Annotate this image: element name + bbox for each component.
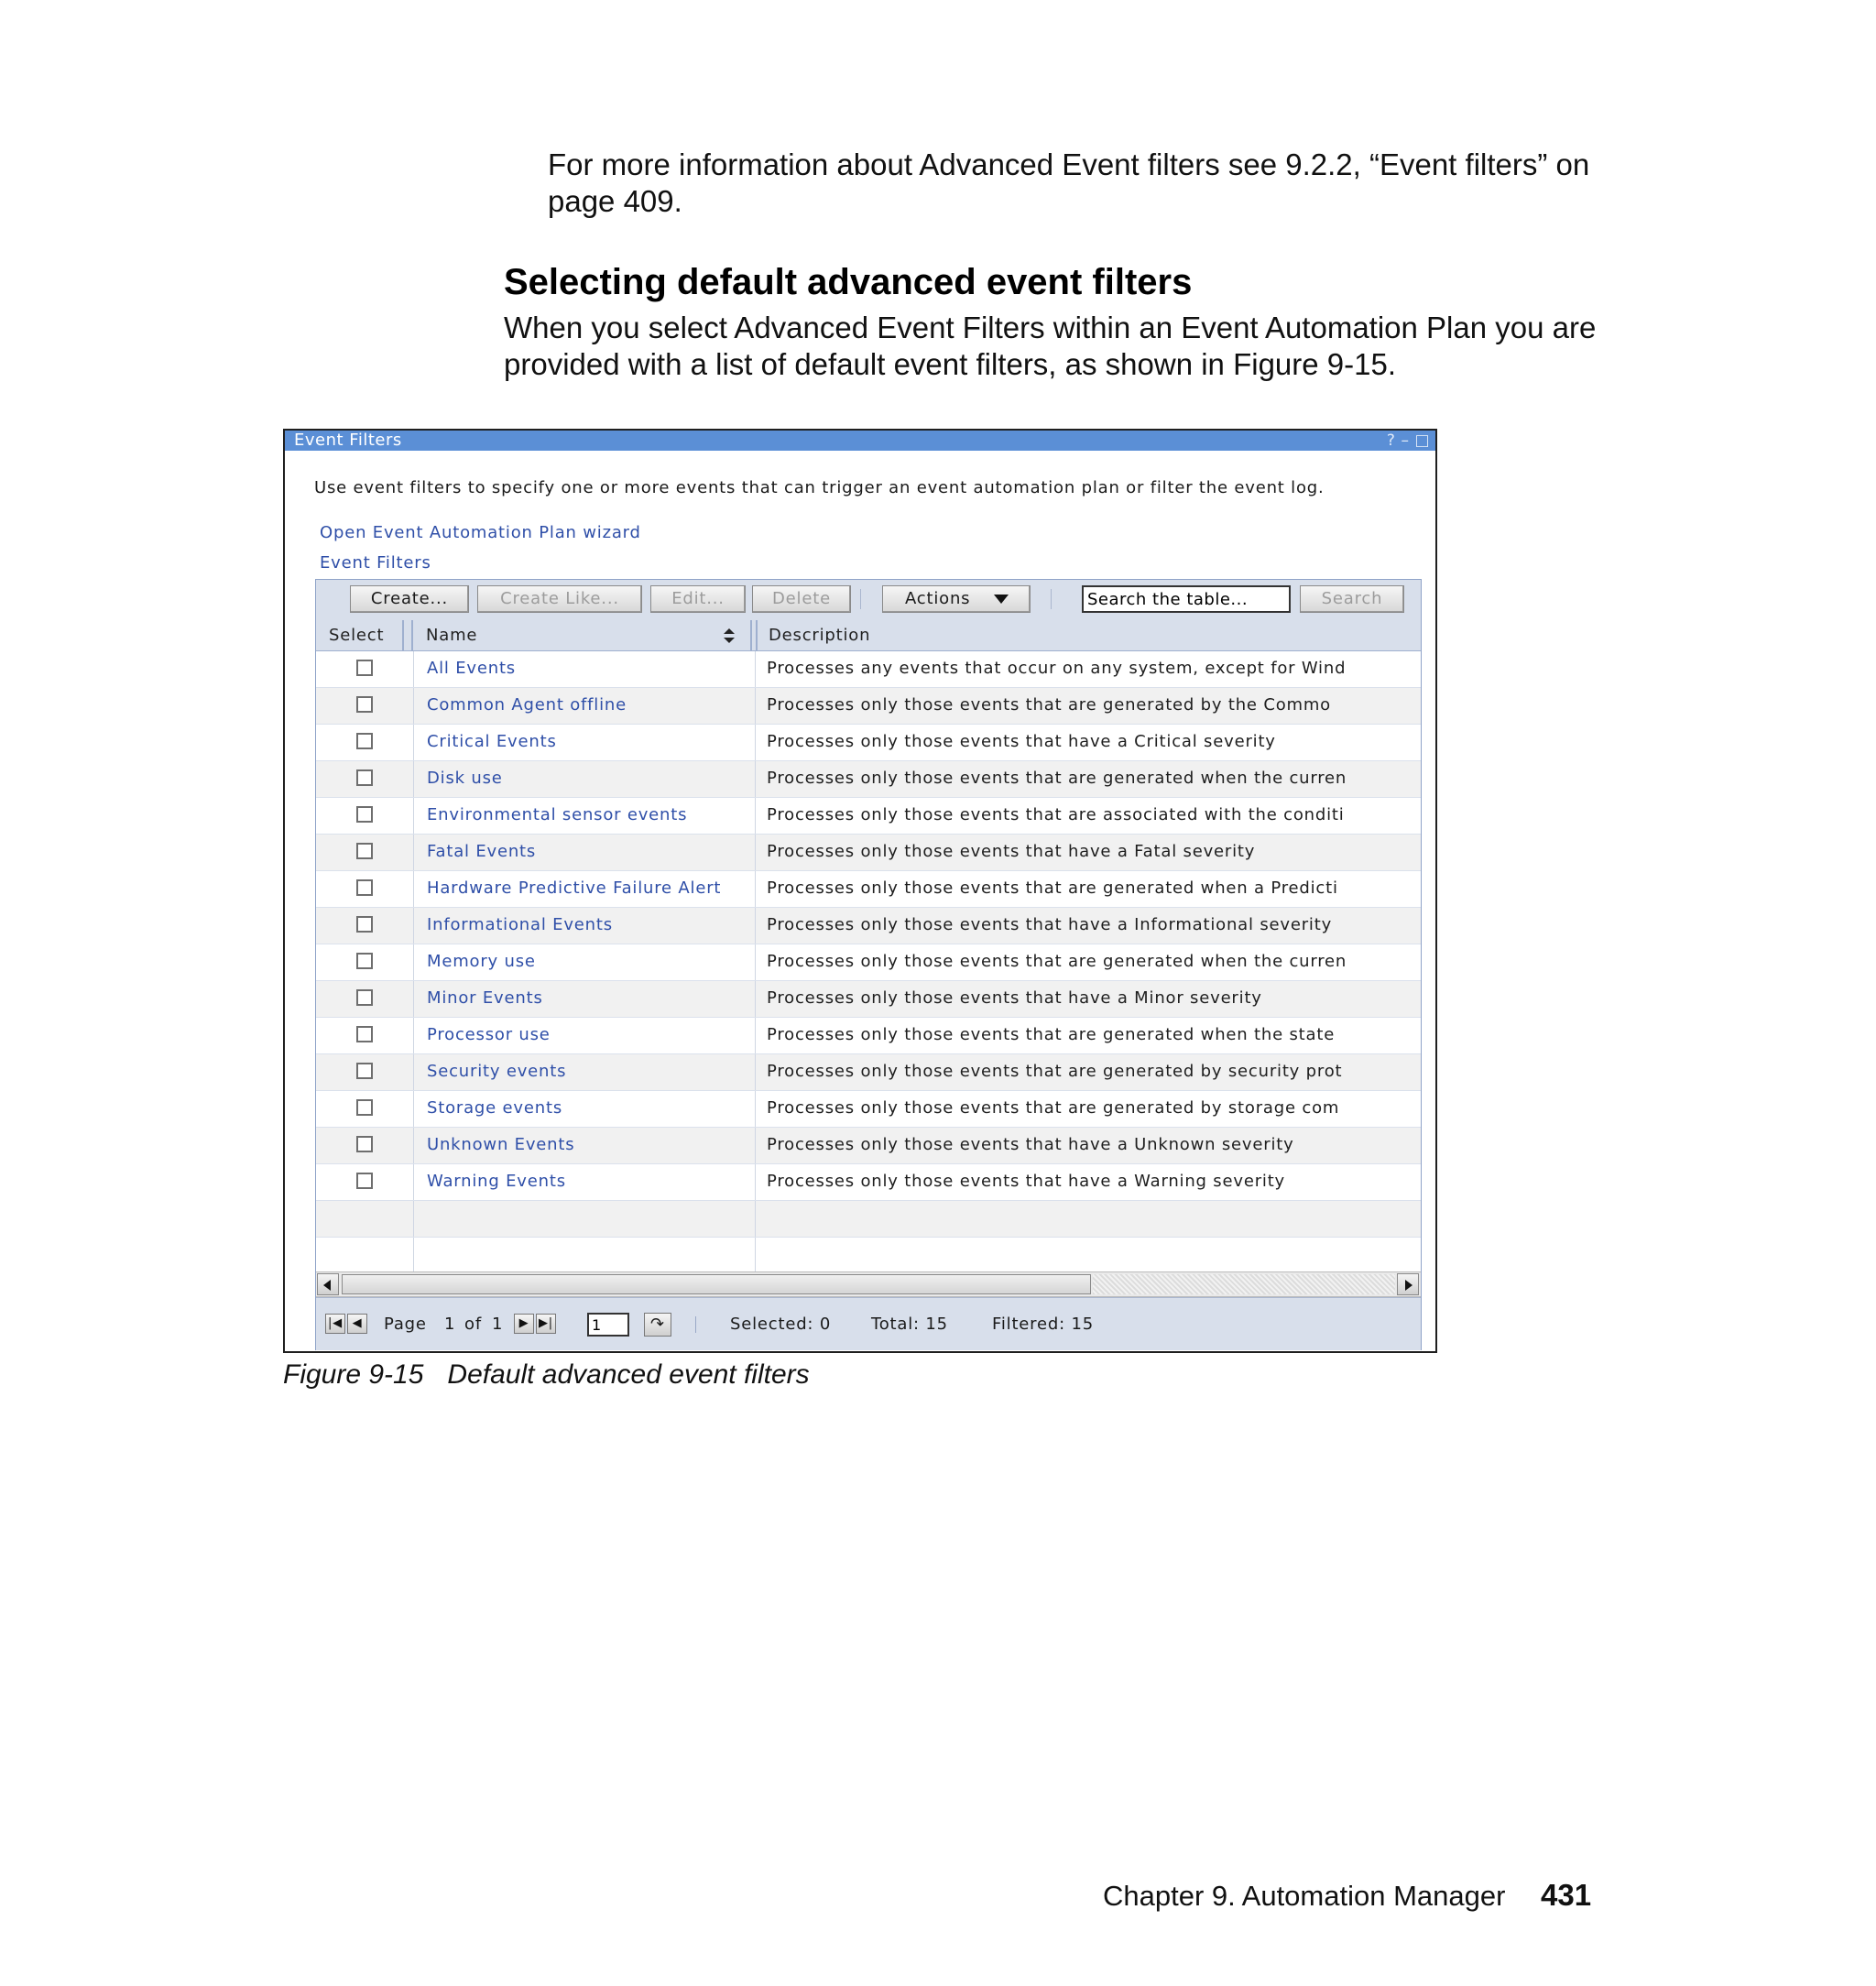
body-paragraph: When you select Advanced Event Filters within an Event Automation Plan you are provided with a list of default event filters, as shown in Figure 9-15. [504,311,1597,381]
table-row[interactable] [316,1018,1421,1054]
description-cell [756,1201,1421,1237]
section-heading: Selecting default advanced event filters [504,262,1193,302]
column-divider [411,620,413,650]
name-cell [414,871,756,907]
figure-number: Figure 9-15 [283,1359,424,1390]
name-cell [414,725,756,760]
minimize-icon[interactable]: – [1401,431,1410,450]
description-cell [756,1164,1421,1200]
table-row[interactable] [316,981,1421,1018]
total-count: Total: 15 [871,1315,948,1334]
select-cell [316,798,414,834]
name-cell [414,1018,756,1053]
row-checkbox[interactable] [356,1173,373,1189]
filter-name-link[interactable]: All Events [427,659,516,678]
select-cell [316,835,414,870]
description-cell [756,1018,1421,1053]
selected-count: Selected: 0 [730,1315,832,1334]
description-cell [756,1238,1421,1273]
maximize-icon[interactable]: □ [1414,431,1430,450]
column-divider [402,620,404,650]
event-filters-breadcrumb[interactable]: Event Filters [320,553,431,573]
name-cell [414,981,756,1017]
column-header-name[interactable]: Name [426,626,478,645]
name-cell [414,688,756,724]
delete-button[interactable]: Delete [752,585,851,613]
event-filters-window [283,429,1437,1353]
table-row[interactable] [316,871,1421,908]
table-row[interactable] [316,1054,1421,1091]
select-cell [316,1054,414,1090]
first-page-icon[interactable]: |◀ [325,1314,345,1334]
select-cell [316,1091,414,1127]
select-cell [316,1128,414,1163]
table-header [316,620,1421,651]
select-cell [316,944,414,980]
row-checkbox[interactable] [356,1063,373,1079]
table-toolbar [316,580,1421,621]
row-checkbox[interactable] [356,660,373,676]
select-cell [316,1018,414,1053]
chapter-footer: Chapter 9. Automation Manager [1103,1880,1506,1912]
scroll-left-icon [323,1280,331,1291]
row-checkbox[interactable] [356,696,373,713]
row-checkbox[interactable] [356,879,373,896]
select-cell [316,908,414,944]
name-cell [414,761,756,797]
go-to-page-icon[interactable]: ↷ [644,1313,671,1337]
column-divider [756,620,758,650]
window-title: Event Filters [294,431,402,450]
row-checkbox[interactable] [356,733,373,749]
filter-name-link[interactable]: Minor Events [427,988,543,1008]
select-cell [316,871,414,907]
row-checkbox[interactable] [356,953,373,969]
filter-name-link[interactable]: Memory use [427,952,536,971]
filter-name-link[interactable]: Fatal Events [427,842,537,861]
filter-name-link[interactable]: Storage events [427,1098,562,1118]
scrollbar-thumb[interactable] [342,1274,1091,1294]
window-description: Use event filters to specify one or more events that can trigger an event automation plan or filter the event log. [314,478,1325,497]
figure-caption-text: Default advanced event filters [447,1359,810,1390]
table-row[interactable] [316,761,1421,798]
page-of-label: of [464,1315,482,1334]
table-row[interactable] [316,835,1421,871]
name-cell [414,651,756,687]
scroll-right-icon [1405,1280,1412,1291]
window-titlebar [285,431,1435,451]
page-label: Page [384,1315,427,1334]
description-cell [756,944,1421,980]
row-checkbox[interactable] [356,1136,373,1152]
table-row[interactable] [316,688,1421,725]
figure-caption [283,1359,810,1391]
table-row[interactable] [316,908,1421,944]
column-header-select: Select [329,626,385,645]
sort-icon[interactable] [723,627,736,644]
select-cell [316,688,414,724]
last-page-icon[interactable]: ▶| [536,1314,556,1334]
actions-dropdown[interactable] [882,585,1031,613]
name-cell [414,1054,756,1090]
description-cell [756,835,1421,870]
description-cell [756,725,1421,760]
total-pages: 1 [492,1315,504,1334]
name-cell [414,1128,756,1163]
filter-description: Processes only those events that are generated when the state [767,1025,1336,1044]
filter-name-link[interactable]: Critical Events [427,732,557,751]
filter-description: Processes only those events that are generated by storage com [767,1098,1340,1118]
description-cell [756,981,1421,1017]
filter-name-link[interactable]: Disk use [427,769,503,788]
table-row[interactable] [316,651,1421,688]
select-cell [316,1164,414,1200]
dropdown-arrow-icon [994,595,1009,604]
filtered-count: Filtered: 15 [992,1315,1094,1334]
description-cell [756,761,1421,797]
help-icon[interactable]: ? [1386,431,1396,450]
next-page-icon[interactable]: ▶ [514,1314,534,1334]
filter-description: Processes only those events that are generated when the curren [767,952,1347,971]
row-checkbox[interactable] [356,1099,373,1116]
filter-name-link[interactable]: Informational Events [427,915,613,934]
filter-description: Processes only those events that are generated by the Commo [767,695,1331,715]
create-like-button[interactable]: Create Like... [477,585,642,613]
scrollbar-track[interactable] [1093,1274,1395,1294]
description-cell [756,1091,1421,1127]
table-body [316,651,1421,1274]
name-cell [414,1091,756,1127]
filter-name-link[interactable]: Security events [427,1062,567,1081]
name-cell [414,798,756,834]
row-checkbox[interactable] [356,1026,373,1042]
table-row[interactable] [316,1164,1421,1201]
intro-paragraph: For more information about Advanced Event filters see 9.2.2, “Event filters” on page 409. [548,147,1590,218]
select-cell [316,1238,414,1273]
filter-description: Processes only those events that have a Informational severity [767,915,1333,934]
table-row[interactable] [316,725,1421,761]
window-controls [1387,431,1430,451]
name-cell [414,835,756,870]
toolbar-separator [1051,589,1052,609]
filter-name-link[interactable]: Common Agent offline [427,695,627,715]
row-checkbox[interactable] [356,989,373,1006]
table-row[interactable] [316,1091,1421,1128]
filter-description: Processes only those events that are associated with the conditi [767,805,1345,824]
select-cell [316,1201,414,1237]
scroll-right-button[interactable] [1397,1273,1419,1295]
name-cell [414,908,756,944]
name-cell [414,1164,756,1200]
row-checkbox[interactable] [356,806,373,823]
column-header-description: Description [769,626,871,645]
row-checkbox[interactable] [356,769,373,786]
filter-description: Processes only those events that have a Minor severity [767,988,1262,1008]
filter-description: Processes only those events that have a Critical severity [767,732,1276,751]
description-cell [756,908,1421,944]
filter-name-link[interactable]: Unknown Events [427,1135,575,1154]
select-cell [316,651,414,687]
select-cell [316,981,414,1017]
row-checkbox[interactable] [356,843,373,859]
actions-label: Actions [905,589,971,608]
footer-separator [695,1316,696,1333]
description-cell [756,798,1421,834]
filter-description: Processes only those events that are generated when a Predicti [767,878,1338,898]
empty-row [316,1238,1421,1274]
filter-description: Processes only those events that are generated by security prot [767,1062,1343,1081]
filter-description: Processes only those events that have a Warning severity [767,1172,1285,1191]
select-cell [316,761,414,797]
table-search-input[interactable] [1082,585,1291,613]
page-number-input[interactable] [587,1313,629,1337]
event-filters-table [315,579,1422,1350]
row-checkbox[interactable] [356,916,373,933]
filter-name-link[interactable]: Processor use [427,1025,551,1044]
create-button[interactable]: Create... [350,585,469,613]
table-row[interactable] [316,944,1421,981]
filter-description: Processes only those events that have a Unknown severity [767,1135,1294,1154]
empty-row [316,1201,1421,1238]
table-row[interactable] [316,1128,1421,1164]
filter-name-link[interactable]: Environmental sensor events [427,805,688,824]
filter-name-link[interactable]: Warning Events [427,1172,566,1191]
name-cell [414,1238,756,1273]
filter-description: Processes any events that occur on any system, except for Wind [767,659,1347,678]
horizontal-scrollbar[interactable] [316,1271,1421,1297]
previous-page-icon[interactable]: ◀ [347,1314,367,1334]
edit-button[interactable]: Edit... [650,585,746,613]
name-cell [414,1201,756,1237]
pagination-bar [316,1297,1421,1350]
scroll-left-button[interactable] [317,1273,339,1295]
filter-description: Processes only those events that have a Fatal severity [767,842,1256,861]
description-cell [756,688,1421,724]
select-cell [316,725,414,760]
current-page: 1 [444,1315,456,1334]
description-cell [756,1128,1421,1163]
table-row[interactable] [316,798,1421,835]
filter-name-link[interactable]: Hardware Predictive Failure Alert [427,878,722,898]
description-cell [756,871,1421,907]
description-cell [756,651,1421,687]
description-cell [756,1054,1421,1090]
column-divider [750,620,752,650]
filter-description: Processes only those events that are generated when the curren [767,769,1347,788]
page-number: 431 [1541,1878,1592,1912]
wizard-link[interactable]: Open Event Automation Plan wizard [320,523,641,542]
search-button[interactable]: Search [1300,585,1404,613]
toolbar-separator [860,589,861,609]
name-cell [414,944,756,980]
